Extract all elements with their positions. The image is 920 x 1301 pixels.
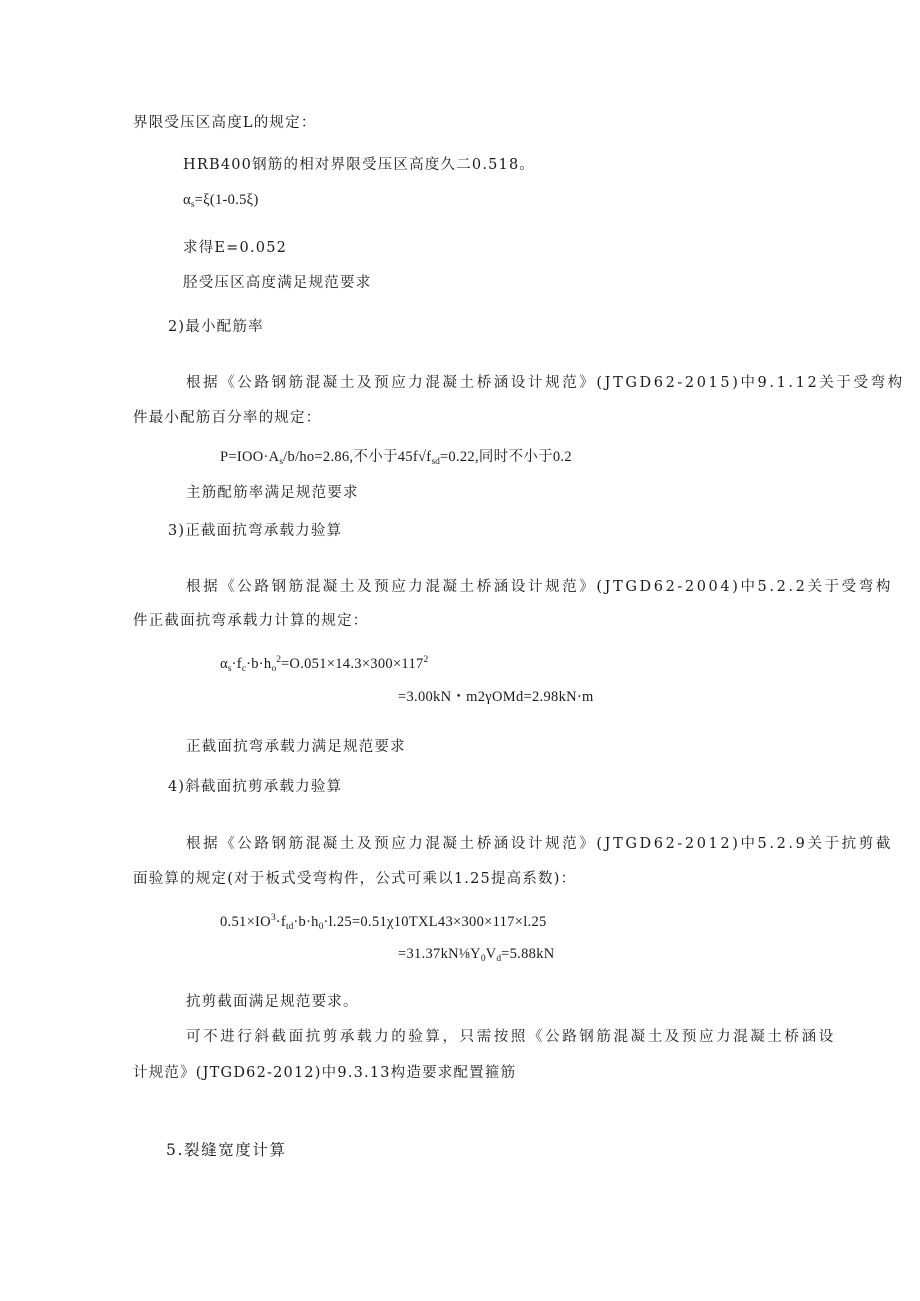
text-line-spec-2004-cont: 件正截面抗弯承载力计算的规定： <box>133 613 369 629</box>
formula-flexural-capacity: $\alpha_s\cdot f_c\cdot b\cdot h_o^2=O.051\times 14.3\times 300\times 117^2$ <box>220 655 429 674</box>
section-heading-shear: 4)斜截面抗剪承载力验算 <box>168 779 343 795</box>
text-line-stirrups-cont: 计规范》(JTGD62-2012)中9.3.13构造要求配置箍筋 <box>133 1065 517 1081</box>
formula-alpha-s: $\alpha_s=\xi(1-0.5\xi)$ <box>183 192 259 210</box>
text-line-spec-2012-cont: 面验算的规定(对于板式受弯构件，公式可乘以1.25提高系数)： <box>133 871 577 887</box>
text-line-reinforcement-ok: 主筋配筋率满足规范要求 <box>186 485 359 501</box>
section-heading-min-reinforcement: 2)最小配筋率 <box>168 319 264 335</box>
text-line-flexural-ok: 正截面抗弯承载力满足规范要求 <box>186 739 406 755</box>
formula-flexural-result: =3.00kN・m2γOMd=2.98kN·m <box>398 689 594 705</box>
text-line-2: HRB400钢筋的相对界限受压区高度久二0.518。 <box>183 157 536 173</box>
section-heading-flexural: 3)正截面抗弯承载力验算 <box>168 523 343 539</box>
text-line-spec-2012: 根据《公路钢筋混凝土及预应力混凝土桥涵设计规范》(JTGD62-2012)中5.2.9关于抗剪截 <box>186 836 893 852</box>
section-heading-crack-width: 5.裂缝宽度计算 <box>166 1141 287 1159</box>
text-line-spec-2004: 根据《公路钢筋混凝土及预应力混凝土桥涵设计规范》(JTGD62-2004)中5.2.2关于受弯构 <box>186 579 893 595</box>
text-line-shear-ok: 抗剪截面满足规范要求。 <box>186 994 359 1010</box>
text-line-compression-ok: 胫受压区高度满足规范要求 <box>183 275 372 291</box>
text-line-spec-2015: 根据《公路钢筋混凝土及预应力混凝土桥涵设计规范》(JTGD62-2015)中9.1.12关于受弯构 <box>186 375 905 391</box>
text-line-1: 界限受压区高度L的规定： <box>133 115 317 131</box>
text-line-result-xi: 求得E=0.052 <box>183 240 288 256</box>
formula-reinforcement-ratio: $P=IOO\cdot A_s/b/ho=2.86$,不小于$45f√f_{sd}=0.22$,同时不小于0.2 <box>220 449 572 467</box>
formula-shear-result: $=31.37kN\frac{1}{8}Y_0V_d=5.88kN$ <box>398 946 555 964</box>
formula-shear-capacity: $0.51\times IO^3\cdot f_{td}\cdot b\cdot h_0\cdot l.25=0.51\chi 10TXL43\times 300\times 117\times l.25$ <box>220 913 547 932</box>
text-line-stirrups: 可不进行斜截面抗剪承载力的验算，只需按照《公路钢筋混凝土及预应力混凝土桥涵设 <box>186 1029 836 1045</box>
text-line-spec-2015-cont: 件最小配筋百分率的规定： <box>133 410 322 426</box>
